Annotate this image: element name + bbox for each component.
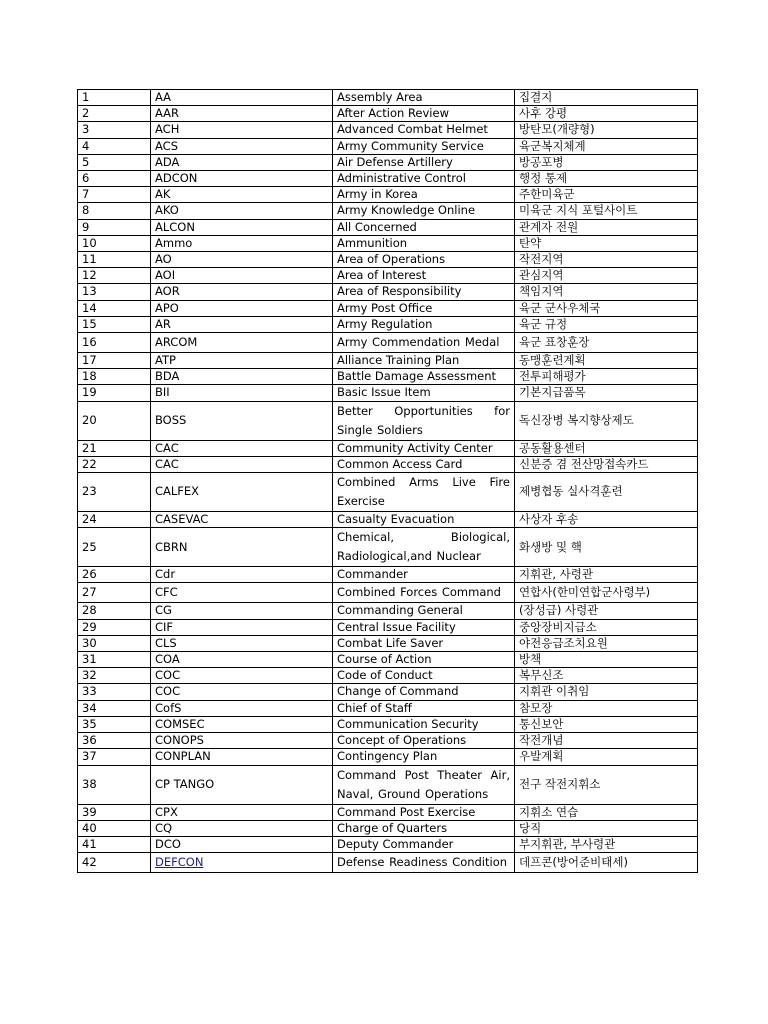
table-row [78,567,698,583]
row-number-cell: 37 [78,749,151,765]
korean-term-cell: 전투피해평가 [515,369,698,385]
table-row [78,749,698,765]
row-number-cell: 32 [78,668,151,684]
abbreviation-cell: ACH [151,122,333,138]
row-number-cell: 20 [78,401,151,440]
row-number-cell: 6 [78,171,151,187]
row-number-cell: 25 [78,528,151,567]
term-cell: Commander [333,567,515,583]
abbreviation-cell: CFC [151,583,333,603]
korean-term-cell: 육군복지체계 [515,138,698,154]
korean-term-cell: 관심지역 [515,268,698,284]
abbreviation-cell: ADA [151,154,333,170]
table-row [78,583,698,603]
row-number-cell: 36 [78,733,151,749]
abbreviation-cell: CIF [151,619,333,635]
table-row [78,353,698,369]
table-row [78,385,698,401]
table-row [78,219,698,235]
abbreviation-cell: ATP [151,353,333,369]
term-cell: Battle Damage Assessment [333,369,515,385]
term-cell: Code of Conduct [333,668,515,684]
term-cell: Command Post Theater Air, Naval, Ground Operations [333,765,515,804]
korean-term-cell: 연합사(한미연합군사령부) [515,583,698,603]
row-number-cell: 38 [78,765,151,804]
row-number-cell: 12 [78,268,151,284]
table-row [78,154,698,170]
korean-term-cell: 육군 표창훈장 [515,333,698,353]
korean-term-cell: 사상자 후송 [515,512,698,528]
row-number-cell: 35 [78,716,151,732]
row-number-cell: 19 [78,385,151,401]
term-cell: Chief of Staff [333,700,515,716]
term-cell: Combat Life Saver [333,635,515,651]
row-number-cell: 18 [78,369,151,385]
term-cell: Concept of Operations [333,733,515,749]
row-number-cell: 39 [78,804,151,820]
abbreviation-cell: CP TANGO [151,765,333,804]
row-number-cell: 5 [78,154,151,170]
row-number-cell: 26 [78,567,151,583]
korean-term-cell: 방탄모(개량형) [515,122,698,138]
term-cell: Combined Arms Live Fire Exercise [333,473,515,512]
glossary-table [77,89,698,873]
row-number-cell: 28 [78,603,151,619]
row-number-cell: 22 [78,456,151,472]
table-row [78,333,698,353]
row-number-cell: 40 [78,820,151,836]
korean-term-cell: 전구 작전지휘소 [515,765,698,804]
term-cell: Army Knowledge Online [333,203,515,219]
term-cell: Contingency Plan [333,749,515,765]
table-row [78,252,698,268]
table-row [78,836,698,852]
table-row [78,300,698,316]
term-cell: Air Defense Artillery [333,154,515,170]
glossary-body [78,90,698,873]
korean-term-cell: 기본지급품목 [515,385,698,401]
table-row [78,652,698,668]
table-row [78,187,698,203]
term-cell: Area of Interest [333,268,515,284]
term-cell: Better Opportunities for Single Soldiers [333,401,515,440]
term-cell: Administrative Control [333,171,515,187]
korean-term-cell: 화생방 및 핵 [515,528,698,567]
row-number-cell: 17 [78,353,151,369]
row-number-cell: 15 [78,316,151,332]
korean-term-cell: 공동활용센터 [515,440,698,456]
abbreviation-link[interactable]: DEFCON [155,855,204,869]
table-row [78,668,698,684]
row-number-cell: 9 [78,219,151,235]
term-cell: Combined Forces Command [333,583,515,603]
term-cell: Common Access Card [333,456,515,472]
table-row [78,619,698,635]
term-cell: Alliance Training Plan [333,353,515,369]
abbreviation-cell: CBRN [151,528,333,567]
row-number-cell: 42 [78,853,151,873]
korean-term-cell: 방공포병 [515,154,698,170]
table-row [78,456,698,472]
table-row [78,171,698,187]
korean-term-cell: 지휘관, 사령관 [515,567,698,583]
abbreviation-cell: DCO [151,836,333,852]
korean-term-cell: 데프콘(방어준비태세) [515,853,698,873]
abbreviation-cell: Cdr [151,567,333,583]
table-row [78,138,698,154]
korean-term-cell: 미육군 지식 포털사이트 [515,203,698,219]
term-cell: Charge of Quarters [333,820,515,836]
term-cell: Deputy Commander [333,836,515,852]
abbreviation-cell: AA [151,90,333,106]
term-cell: Course of Action [333,652,515,668]
abbreviation-cell: ADCON [151,171,333,187]
term-cell: Ammunition [333,235,515,251]
abbreviation-cell: AAR [151,106,333,122]
term-cell: Casualty Evacuation [333,512,515,528]
abbreviation-cell: CALFEX [151,473,333,512]
table-row [78,122,698,138]
abbreviation-cell: COMSEC [151,716,333,732]
korean-term-cell: 우발계획 [515,749,698,765]
korean-term-cell: 육군 군사우체국 [515,300,698,316]
row-number-cell: 24 [78,512,151,528]
term-cell: All Concerned [333,219,515,235]
abbreviation-cell: CG [151,603,333,619]
table-row [78,106,698,122]
abbreviation-cell: AO [151,252,333,268]
abbreviation-cell: AOI [151,268,333,284]
row-number-cell: 16 [78,333,151,353]
term-cell: Army Regulation [333,316,515,332]
term-cell: Advanced Combat Helmet [333,122,515,138]
korean-term-cell: 작전지역 [515,252,698,268]
table-row [78,528,698,567]
korean-term-cell: 동맹훈련계획 [515,353,698,369]
term-cell: Area of Operations [333,252,515,268]
korean-term-cell: 지휘관 이취임 [515,684,698,700]
table-row [78,90,698,106]
abbreviation-cell: CAC [151,456,333,472]
row-number-cell: 30 [78,635,151,651]
abbreviation-cell: CASEVAC [151,512,333,528]
abbreviation-cell: CONOPS [151,733,333,749]
term-cell: Army Post Office [333,300,515,316]
table-row [78,369,698,385]
abbreviation-cell: CONPLAN [151,749,333,765]
korean-term-cell: 관계자 전원 [515,219,698,235]
abbreviation-cell: CPX [151,804,333,820]
row-number-cell: 8 [78,203,151,219]
table-row [78,603,698,619]
abbreviation-cell: Ammo [151,235,333,251]
korean-term-cell: 통신보안 [515,716,698,732]
term-cell: Communication Security [333,716,515,732]
term-cell: Chemical, Biological, Radiological,and Nuclear [333,528,515,567]
row-number-cell: 29 [78,619,151,635]
korean-term-cell: 야전응급조치요원 [515,635,698,651]
row-number-cell: 10 [78,235,151,251]
korean-term-cell: 중앙장비지급소 [515,619,698,635]
table-row [78,700,698,716]
row-number-cell: 1 [78,90,151,106]
row-number-cell: 4 [78,138,151,154]
korean-term-cell: 참모장 [515,700,698,716]
table-row [78,820,698,836]
korean-term-cell: 복무신조 [515,668,698,684]
abbreviation-cell: AKO [151,203,333,219]
abbreviation-cell: CofS [151,700,333,716]
table-row [78,316,698,332]
korean-term-cell: 육군 규정 [515,316,698,332]
abbreviation-cell: COA [151,652,333,668]
table-row [78,716,698,732]
term-cell: Central Issue Facility [333,619,515,635]
table-row [78,733,698,749]
abbreviation-cell: ALCON [151,219,333,235]
term-cell: Assembly Area [333,90,515,106]
row-number-cell: 3 [78,122,151,138]
row-number-cell: 14 [78,300,151,316]
row-number-cell: 41 [78,836,151,852]
term-cell: Change of Command [333,684,515,700]
abbreviation-cell: BDA [151,369,333,385]
row-number-cell: 21 [78,440,151,456]
table-row [78,512,698,528]
table-row [78,401,698,440]
abbreviation-cell [151,853,333,873]
korean-term-cell: 행정 통제 [515,171,698,187]
term-cell: Commanding General [333,603,515,619]
term-cell: Defense Readiness Condition [333,853,515,873]
row-number-cell: 31 [78,652,151,668]
table-row [78,804,698,820]
abbreviation-cell: CAC [151,440,333,456]
abbreviation-cell: CLS [151,635,333,651]
korean-term-cell: 책임지역 [515,284,698,300]
term-cell: Army in Korea [333,187,515,203]
korean-term-cell: 신분증 겸 전산망접속카드 [515,456,698,472]
term-cell: Command Post Exercise [333,804,515,820]
term-cell: Community Activity Center [333,440,515,456]
table-row [78,765,698,804]
korean-term-cell: (장성급) 사령관 [515,603,698,619]
abbreviation-cell: BII [151,385,333,401]
table-row [78,268,698,284]
row-number-cell: 7 [78,187,151,203]
table-row [78,440,698,456]
korean-term-cell: 당직 [515,820,698,836]
korean-term-cell: 방책 [515,652,698,668]
row-number-cell: 2 [78,106,151,122]
abbreviation-cell: COC [151,684,333,700]
korean-term-cell: 독신장병 복지향상제도 [515,401,698,440]
row-number-cell: 27 [78,583,151,603]
abbreviation-cell: COC [151,668,333,684]
row-number-cell: 34 [78,700,151,716]
korean-term-cell: 작전개념 [515,733,698,749]
table-row [78,284,698,300]
korean-term-cell: 주한미육군 [515,187,698,203]
korean-term-cell: 집결지 [515,90,698,106]
term-cell: Army Community Service [333,138,515,154]
korean-term-cell: 지휘소 연습 [515,804,698,820]
row-number-cell: 13 [78,284,151,300]
abbreviation-cell: AK [151,187,333,203]
term-cell: Basic Issue Item [333,385,515,401]
abbreviation-cell: AR [151,316,333,332]
table-row [78,635,698,651]
term-cell: Army Commendation Medal [333,333,515,353]
row-number-cell: 33 [78,684,151,700]
row-number-cell: 23 [78,473,151,512]
korean-term-cell: 사후 강평 [515,106,698,122]
abbreviation-cell: AOR [151,284,333,300]
abbreviation-cell: APO [151,300,333,316]
abbreviation-cell: CQ [151,820,333,836]
korean-term-cell: 부지휘관, 부사령관 [515,836,698,852]
abbreviation-cell: ARCOM [151,333,333,353]
abbreviation-cell: BOSS [151,401,333,440]
term-cell: After Action Review [333,106,515,122]
row-number-cell: 11 [78,252,151,268]
table-row [78,473,698,512]
korean-term-cell: 탄약 [515,235,698,251]
table-row [78,203,698,219]
table-row [78,684,698,700]
korean-term-cell: 제병협동 실사격훈련 [515,473,698,512]
table-row [78,235,698,251]
abbreviation-cell: ACS [151,138,333,154]
term-cell: Area of Responsibility [333,284,515,300]
table-row [78,853,698,873]
